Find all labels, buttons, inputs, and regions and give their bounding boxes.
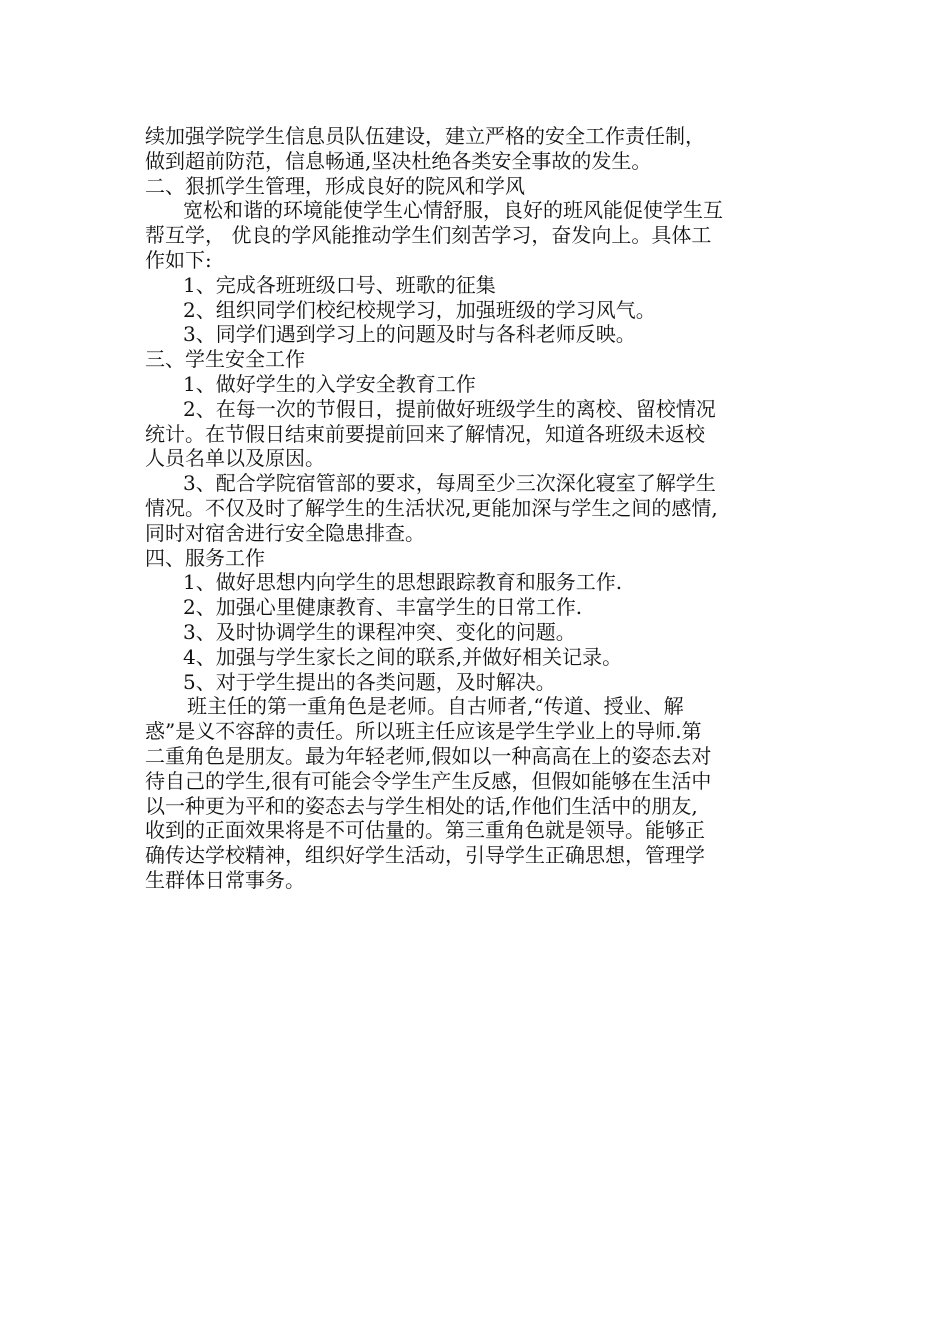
- list-item: 1、做好学生的入学安全教育工作: [183, 371, 476, 396]
- text-line: 二重角色是朋友。最为年轻老师,假如以一种高高在上的姿态去对: [145, 743, 712, 768]
- list-item: 1、完成各班班级口号、班歌的征集: [183, 272, 496, 297]
- section-heading: 三、学生安全工作: [145, 347, 305, 372]
- list-item: 4、加强与学生家长之间的联系,并做好相关记录。: [183, 644, 623, 669]
- text-line: 统计。在节假日结束前要提前回来了解情况，知道各班级未返校: [145, 421, 705, 446]
- text-line: 同时对宿舍进行安全隐患排查。: [145, 520, 425, 545]
- text-line: 生群体日常事务。: [145, 867, 305, 892]
- text-line: 以一种更为平和的姿态去与学生相处的话,作他们生活中的朋友,: [145, 793, 698, 818]
- text-line: 班主任的第一重角色是老师。自古师者,“传道、授业、解: [187, 694, 684, 719]
- list-item: 5、对于学生提出的各类问题，及时解决。: [183, 669, 556, 694]
- section-heading: 四、服务工作: [145, 545, 265, 570]
- text-line: 做到超前防范，信息畅通,坚决杜绝各类安全事故的发生。: [145, 148, 652, 173]
- text-line: 确传达学校精神，组织好学生活动，引导学生正确思想，管理学: [145, 843, 705, 868]
- text-line: 待自己的学生,很有可能会令学生产生反感，但假如能够在生活中: [145, 768, 712, 793]
- list-item: 3、同学们遇到学习上的问题及时与各科老师反映。: [183, 322, 636, 347]
- text-line: 续加强学院学生信息员队伍建设，建立严格的安全工作责任制，: [145, 124, 705, 148]
- list-item: 2、在每一次的节假日，提前做好班级学生的离校、留校情况: [183, 396, 716, 421]
- text-line: 宽松和谐的环境能使学生心情舒服，良好的班风能促使学生互: [183, 198, 723, 223]
- list-item: 3、及时协调学生的课程冲突、变化的问题。: [183, 619, 576, 644]
- text-line: 惑”是义不容辞的责任。所以班主任应该是学生学业上的导师.第: [145, 719, 702, 744]
- list-item: 2、组织同学们校纪校规学习，加强班级的学习风气。: [183, 297, 656, 322]
- list-item: 3、配合学院宿管部的要求，每周至少三次深化寝室了解学生: [183, 471, 716, 496]
- text-line: 情况。不仅及时了解学生的生活状况,更能加深与学生之间的感情,: [145, 495, 718, 520]
- section-heading: 二、狠抓学生管理，形成良好的院风和学风: [145, 173, 525, 198]
- text-line: 作如下:: [145, 247, 212, 272]
- text-line: 收到的正面效果将是不可估量的。第三重角色就是领导。能够正: [145, 818, 705, 843]
- document-body: [145, 124, 805, 893]
- text-line: 人员名单以及原因。: [145, 446, 325, 471]
- text-line: 帮互学， 优良的学风能推动学生们刻苦学习，奋发向上。具体工: [145, 223, 712, 248]
- list-item: 1、做好思想内向学生的思想跟踪教育和服务工作.: [183, 570, 623, 595]
- list-item: 2、加强心里健康教育、丰富学生的日常工作.: [183, 595, 583, 620]
